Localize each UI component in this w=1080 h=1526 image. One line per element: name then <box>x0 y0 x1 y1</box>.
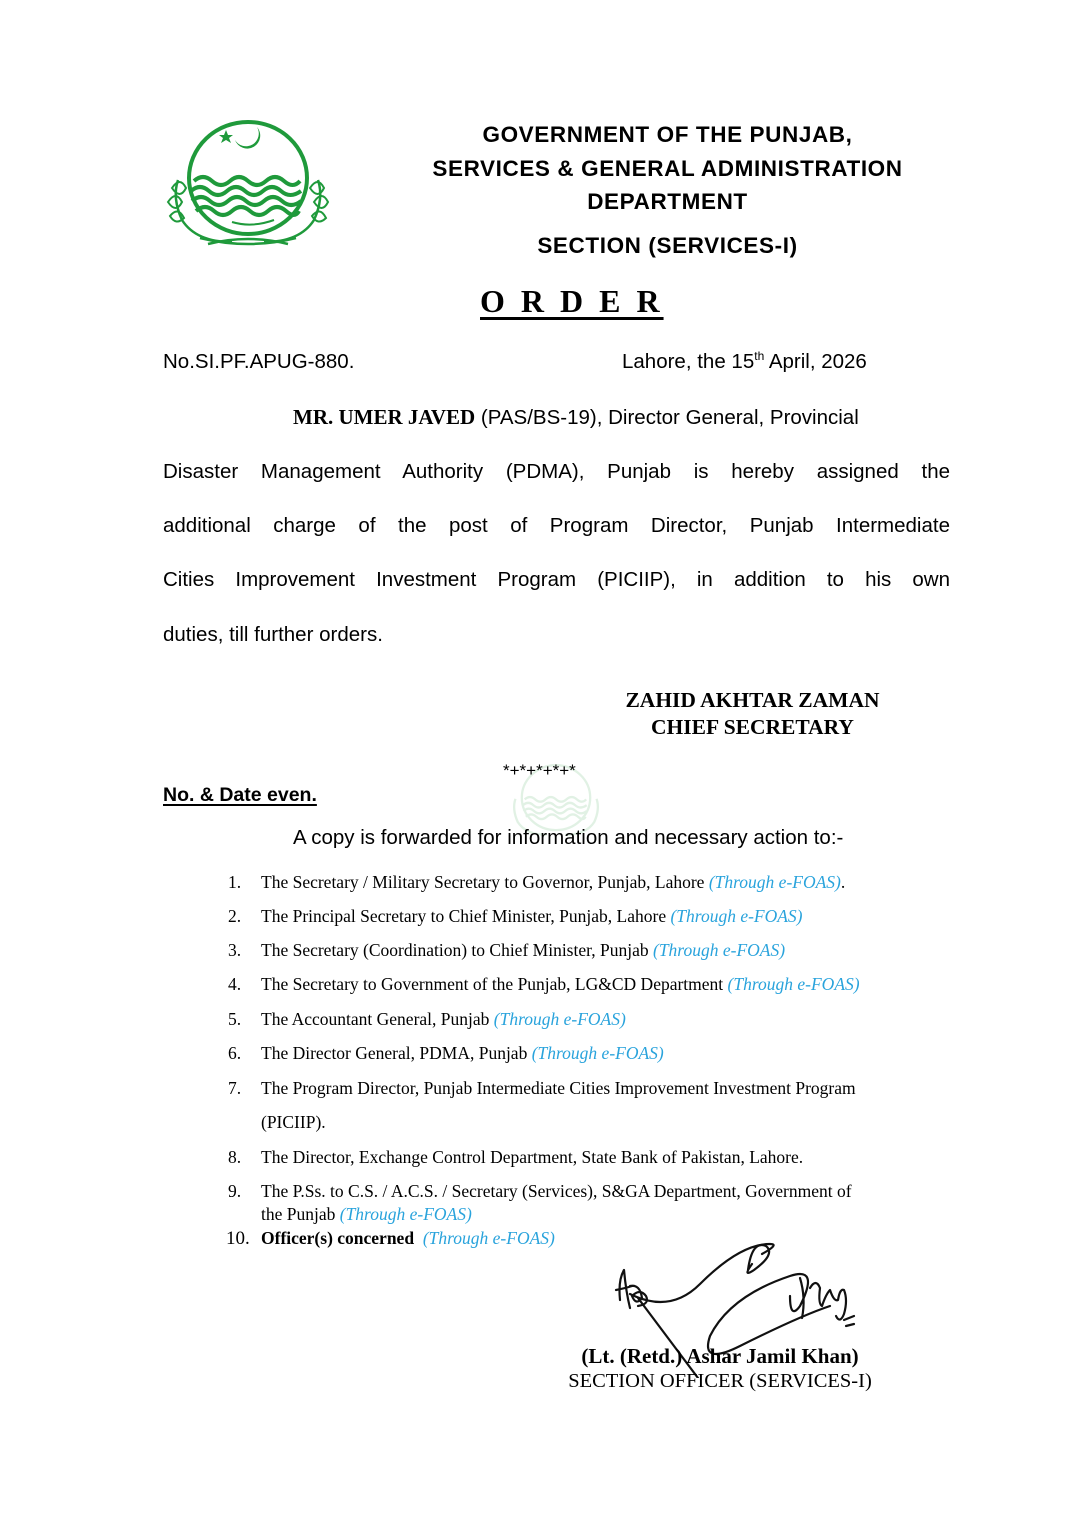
place-date-prefix: Lahore, the 15 <box>622 350 755 373</box>
list-item-number: 8. <box>228 1147 242 1167</box>
list-item-number: 6. <box>228 1043 242 1063</box>
list-item-number: 4. <box>228 974 242 994</box>
list-item-text: The Program Director, Punjab Intermediate Cities Improvement Investment Program <box>261 1078 856 1098</box>
header-government: GOVERNMENT OF THE PUNJAB, <box>482 122 853 147</box>
separator: *+*+*+*+* <box>503 761 576 780</box>
header-department-cont: DEPARTMENT <box>587 189 748 214</box>
list-item-text: The Secretary (Coordination) to Chief Minister, Punjab <box>261 940 653 960</box>
list-item-via: (Through e-FOAS) <box>653 940 786 960</box>
list-item-number: 9. <box>228 1181 242 1201</box>
list-item-text-cont: the Punjab <box>261 1204 340 1224</box>
list-item-text: The Accountant General, Punjab <box>261 1009 494 1029</box>
document-title: O R D E R <box>480 283 664 319</box>
list-item-number: 2. <box>228 906 242 926</box>
body-line-4: Cities Improvement Investment Program (PICIIP), in addition to his own <box>163 568 950 591</box>
list-item-number: 5. <box>228 1009 242 1029</box>
list-item-via: (Through e-FOAS) <box>708 872 841 892</box>
list-item-via: (Through e-FOAS) <box>670 906 803 926</box>
place-date <box>622 350 867 374</box>
copy-intro: A copy is forwarded for information and necessary action to:- <box>293 826 844 849</box>
list-item-via: (Through e-FOAS) <box>339 1204 472 1224</box>
list-item-number: 10. <box>226 1228 250 1249</box>
copy-heading: No. & Date even. <box>163 784 317 806</box>
officer-name: MR. UMER JAVED <box>293 405 476 429</box>
section-officer-title: SECTION OFFICER (SERVICES-I) <box>568 1370 872 1392</box>
header-section: SECTION (SERVICES-I) <box>537 233 798 258</box>
list-item-text: The Secretary to Government of the Punjab, LG&CD Department <box>261 974 728 994</box>
list-item-text: The Director General, PDMA, Punjab <box>261 1043 532 1063</box>
chief-secretary-block <box>560 687 945 741</box>
list-item-tail: . <box>840 872 846 892</box>
list-item-number: 7. <box>228 1078 242 1098</box>
body-line-5: duties, till further orders. <box>163 623 383 646</box>
body-line-3: additional charge of the post of Program Director, Punjab Intermediate <box>163 514 950 537</box>
chief-secretary-name: ZAHID AKHTAR ZAMAN <box>625 688 880 712</box>
chief-secretary-title: CHIEF SECRETARY <box>651 715 854 739</box>
punjab-government-emblem-icon <box>160 118 336 253</box>
header-department: SERVICES & GENERAL ADMINISTRATION <box>432 156 903 181</box>
list-item-text-cont: (PICIIP). <box>261 1112 326 1132</box>
body-line-2: Disaster Management Authority (PDMA), Punjab is hereby assigned the <box>163 460 950 483</box>
section-officer-name: (Lt. (Retd.) Ashar Jamil Khan) <box>581 1344 859 1368</box>
reference-number: No.SI.PF.APUG-880. <box>163 350 355 373</box>
body-line-1 <box>293 405 950 430</box>
list-item-number: 1. <box>228 872 242 892</box>
list-item-via: (Through e-FOAS) <box>493 1009 626 1029</box>
date-ordinal: th <box>754 349 765 363</box>
list-item-number: 3. <box>228 940 242 960</box>
list-item-text: The P.Ss. to C.S. / A.C.S. / Secretary (Services), S&GA Department, Government of <box>261 1181 852 1201</box>
list-item-via: (Through e-FOAS) <box>531 1043 664 1063</box>
list-item-text: Officer(s) concerned <box>261 1228 415 1248</box>
list-item-text: The Principal Secretary to Chief Minister, Punjab, Lahore <box>261 906 671 926</box>
list-item-via: (Through e-FOAS) <box>422 1228 555 1248</box>
list-item-via: (Through e-FOAS) <box>727 974 860 994</box>
date-rest: April, 2026 <box>764 350 867 373</box>
body-line-1-rest: (PAS/BS-19), Director General, Provincial <box>475 406 859 429</box>
list-item-text: The Director, Exchange Control Department, State Bank of Pakistan, Lahore. <box>261 1147 804 1167</box>
list-item-text: The Secretary / Military Secretary to Governor, Punjab, Lahore <box>261 872 709 892</box>
